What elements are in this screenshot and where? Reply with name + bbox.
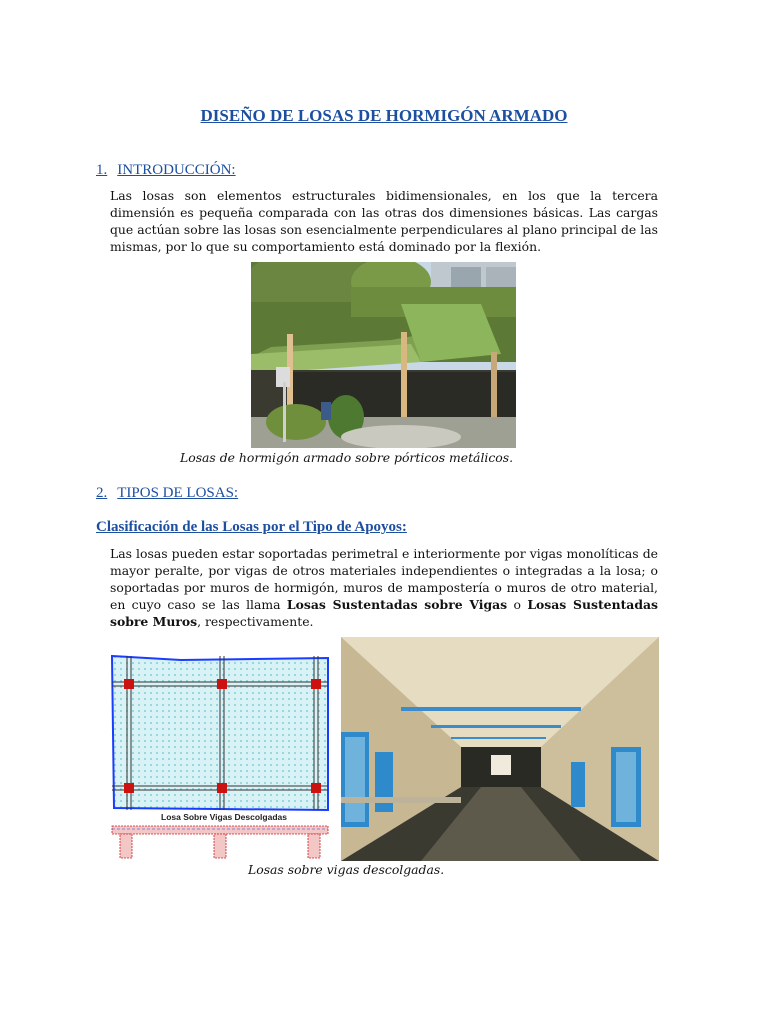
term-slabs-on-beams: Losas Sustentadas sobre Vigas <box>286 597 508 612</box>
classification-text: Las losas pueden estar soportadas perimetral e interiormente por vigas monolíticas de mayor peralte, por vigas de otros materiales independientes o integradas a la losa; o soportadas por muros de hormigón, muros de mampostería o muros de otro material, en cuyo caso se las llama <box>110 546 658 612</box>
section-2-title: TIPOS DE LOSAS: <box>117 485 239 501</box>
intro-paragraph: Las losas son elementos estructurales bidimensionales, en los que la tercera dimensión es pequeña comparada con las otras dos dimensiones básicas. Las cargas que actúan sobre las losas son esencialmente perpendiculares al plano principal de las mismas, por lo que su comportamiento está dominado por la flexión. <box>110 188 658 254</box>
term-slabs-on-walls: Losas Sustentadas sobre Muros <box>110 597 658 629</box>
corridor-photo <box>341 637 659 861</box>
beams-caption: Losas sobre vigas descolgadas. <box>248 862 445 877</box>
section-1-title: INTRODUCCIÓN: <box>117 162 236 178</box>
classification-text-end: , respectivamente. <box>197 614 314 629</box>
diagram-label: Losa Sobre Vigas Descolgadas <box>161 812 287 822</box>
section-2-heading <box>96 485 238 502</box>
section-1-number: 1. <box>96 162 108 178</box>
slab-photo <box>251 262 516 448</box>
classification-subheading: Clasificación de las Losas por el Tipo de Apoyos: <box>96 519 407 535</box>
classification-paragraph <box>110 545 658 630</box>
slab-photo-caption: Losas de hormigón armado sobre pórticos metálicos. <box>180 450 514 465</box>
section-2-number: 2. <box>96 485 108 501</box>
section-1-heading <box>96 162 236 179</box>
connector-text: o <box>507 597 528 612</box>
slab-plan-diagram <box>106 654 334 862</box>
page-title: DISEÑO DE LOSAS DE HORMIGÓN ARMADO <box>200 106 568 125</box>
